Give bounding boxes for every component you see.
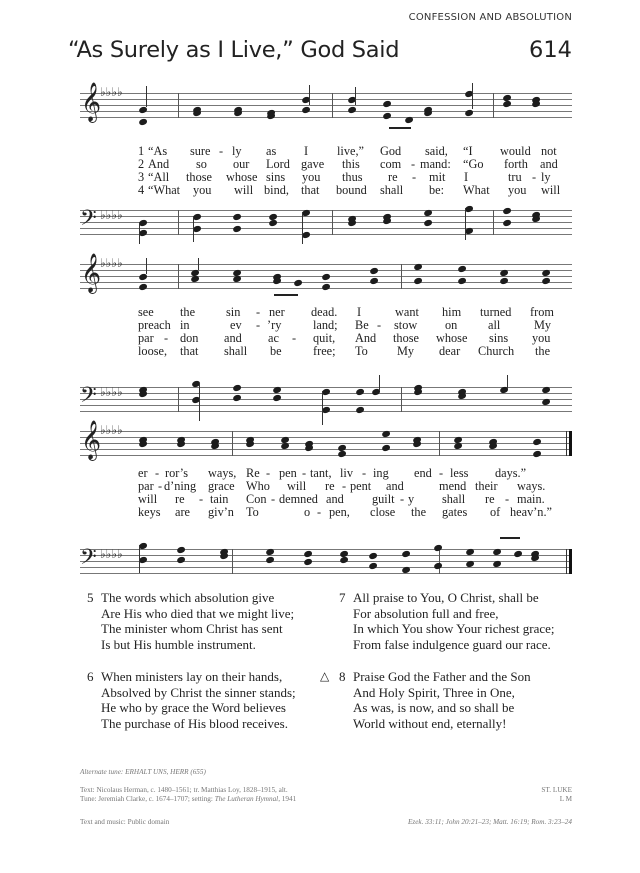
stanza-7: 7 All praise to You, O Christ, shall be For absolution full and free, In which You show Your richest grace; From false indulgence guard our race. <box>339 590 555 652</box>
stanza-number: 5 <box>87 590 94 605</box>
stanza-6: 6 When ministers lay on their hands, Absolved by Christ the sinner stands; He who by grace the Word believes The purchase of His blood receives. <box>87 669 296 731</box>
key-signature-flats-icon: ♭♭♭♭ <box>100 547 123 561</box>
key-signature-flats-icon: ♭♭♭♭ <box>100 385 123 399</box>
final-barline <box>566 431 567 456</box>
scripture-references: Ezek. 33:11; John 20:21–23; Matt. 16:19; Rom. 3:23–24 <box>408 818 572 826</box>
stanza-number: 8 <box>339 669 346 684</box>
stanza-8: △ 8 Praise God the Father and the Son And Holy Spirit, Three in One, As was, is now, and so shall be World without end, eternally! <box>320 669 531 731</box>
treble-staff <box>80 253 572 293</box>
alternate-tune: Alternate tune: ERHALT UNS, HERR (655) <box>80 768 206 776</box>
bass-staff <box>80 383 572 413</box>
meter: L M <box>559 795 572 803</box>
triangle-marker-icon: △ <box>320 669 330 683</box>
treble-clef-icon: 𝄞 <box>81 420 102 460</box>
bass-clef-icon: 𝄢 <box>80 545 97 575</box>
treble-staff <box>80 420 572 460</box>
key-signature-flats-icon: ♭♭♭♭ <box>100 423 123 437</box>
bass-clef-icon: 𝄢 <box>80 383 97 413</box>
treble-staff <box>80 82 572 122</box>
bass-staff <box>80 206 572 236</box>
text-credit: Text: Nicolaus Herman, c. 1480–1561; tr. Matthias Loy, 1828–1915, alt. <box>80 786 288 794</box>
stanza-5: 5 The words which absolution give Are His who died that we might live; The minister whom Christ has sent Is but His humble instrument. <box>87 590 295 652</box>
key-signature-flats-icon: ♭♭♭♭ <box>100 208 123 222</box>
bass-staff <box>80 545 572 575</box>
hymn-title: “As Surely as I Live,” God Said <box>68 37 400 63</box>
bass-clef-icon: 𝄢 <box>80 206 97 236</box>
key-signature-flats-icon: ♭♭♭♭ <box>100 85 123 99</box>
copyright: Text and music: Public domain <box>80 818 170 826</box>
stanza-number: 7 <box>339 590 346 605</box>
stanza-number: 6 <box>87 669 94 684</box>
key-signature-flats-icon: ♭♭♭♭ <box>100 256 123 270</box>
hymn-number: 614 <box>529 37 572 63</box>
treble-clef-icon: 𝄞 <box>81 253 102 293</box>
tune-name: ST. LUKE <box>541 786 572 794</box>
tune-credit: Tune: Jeremiah Clarke, c. 1674–1707; setting: The Lutheran Hymnal, 1941 <box>80 795 297 803</box>
treble-clef-icon: 𝄞 <box>81 82 102 122</box>
section-label: CONFESSION AND ABSOLUTION <box>408 12 572 23</box>
